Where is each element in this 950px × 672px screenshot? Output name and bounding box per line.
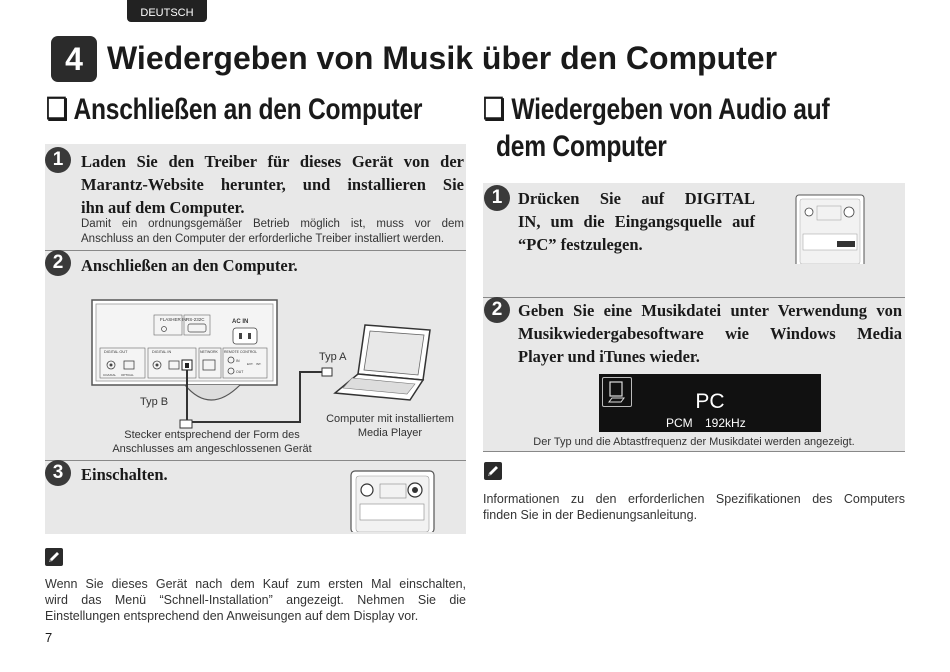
step-subtext: Damit ein ordnungsgemäßer Betrieb möglich ist, muss vor dem: [81, 218, 464, 230]
front-panel-power-illustration: [350, 470, 435, 532]
display-caption: Der Typ und die Abtastfrequenz der Musikdatei werden angezeigt.: [533, 436, 855, 448]
chapter-number: 4: [51, 36, 97, 82]
display-format: PCM: [666, 416, 693, 430]
step-text-line: “PC” festzulegen.: [518, 235, 643, 254]
note-text: finden Sie in der Bedienungsanleitung.: [483, 508, 698, 522]
label-typ-b: Typ B: [140, 396, 169, 408]
note-text: Einstellungen entsprechend den Anweisungen auf dem Display vor.: [45, 609, 419, 623]
svg-text:REMOTE CONTROL: REMOTE CONTROL: [224, 350, 258, 354]
section-title-playback: ❏ Wiedergeben von Audio auf: [483, 93, 830, 126]
device-display: [599, 374, 821, 432]
step-number: 2: [45, 250, 71, 276]
front-panel-digital-in-illustration: [795, 194, 865, 264]
note-text: wird das Menü “Schnell-Installation” angezeigt. Nehmen Sie die: [45, 593, 466, 607]
divider: [45, 250, 466, 251]
note-pencil-icon: [484, 462, 502, 480]
step-text-line: Drücken Sie auf DIGITAL: [518, 189, 755, 208]
svg-text:DIGITAL IN: DIGITAL IN: [152, 350, 172, 354]
note-text: Informationen zu den erforderlichen Spezifikationen des Computers: [483, 492, 905, 506]
label-typ-a: Typ A: [319, 351, 347, 363]
label-rs232: RS-232C: [186, 317, 205, 322]
step-number: 2: [484, 297, 510, 323]
divider: [483, 451, 905, 452]
note-pencil-icon: [45, 548, 63, 566]
step-text-line: Geben Sie eine Musikdatei unter Verwendung von: [518, 301, 902, 320]
step-text-line: Anschließen an den Computer.: [81, 256, 298, 275]
note-text: Wenn Sie dieses Gerät nach dem Kauf zum ersten Mal einschalten,: [45, 577, 466, 591]
step-text-line: ihn auf dem Computer.: [81, 198, 245, 217]
svg-text:OUT: OUT: [236, 370, 244, 374]
step-text-line: Musikwiedergabesoftware wie Windows Media: [518, 324, 902, 343]
laptop-icon: [335, 325, 430, 400]
caption-computer: Computer mit installiertem: [326, 413, 454, 425]
divider: [483, 297, 905, 298]
step-text-line: Player und iTunes wieder.: [518, 347, 700, 366]
svg-text:INT.: INT.: [256, 362, 262, 366]
digital-in-button-icon: [837, 241, 855, 247]
power-button-icon: [361, 484, 373, 496]
language-tab: DEUTSCH: [127, 0, 207, 22]
svg-text:IN: IN: [236, 359, 240, 363]
step-text-line: Laden Sie den Treiber für dieses Gerät von der: [81, 152, 464, 171]
display-source: PC: [695, 390, 725, 413]
page-number: 7: [45, 630, 53, 645]
step-subtext: Anschluss an den Computer der erforderliche Treiber installiert werden.: [81, 233, 445, 245]
svg-text:OPTICAL: OPTICAL: [121, 373, 134, 377]
caption-plug-2: Anschlusses am angeschlossenen Gerät: [112, 443, 312, 455]
caption-plug: Stecker entsprechend der Form des: [124, 429, 300, 441]
step-number: 1: [45, 147, 71, 173]
caption-computer-2: Media Player: [357, 427, 423, 439]
svg-text:NETWORK: NETWORK: [200, 350, 218, 354]
step-number: 3: [45, 460, 71, 486]
svg-text:DIGITAL OUT: DIGITAL OUT: [104, 350, 128, 354]
svg-text:EXT.: EXT.: [247, 362, 254, 366]
section-title-connect: ❏ Anschließen an den Computer: [46, 93, 423, 126]
label-ac-in: AC IN: [232, 319, 249, 325]
step-text-line: Einschalten.: [81, 465, 168, 484]
chapter-title: Wiedergeben von Musik über den Computer: [107, 40, 778, 76]
section-title-playback-line2: dem Computer: [496, 130, 667, 163]
label-flasher: FLASHER IN: [160, 317, 187, 322]
divider: [45, 460, 466, 461]
step-text-line: IN, um die Eingangsquelle auf: [518, 212, 755, 231]
svg-text:COAXIAL: COAXIAL: [103, 373, 117, 377]
step-text-line: Marantz-Website herunter, und installieren Sie: [81, 175, 464, 194]
step-number: 1: [484, 185, 510, 211]
display-rate: 192kHz: [705, 416, 746, 430]
